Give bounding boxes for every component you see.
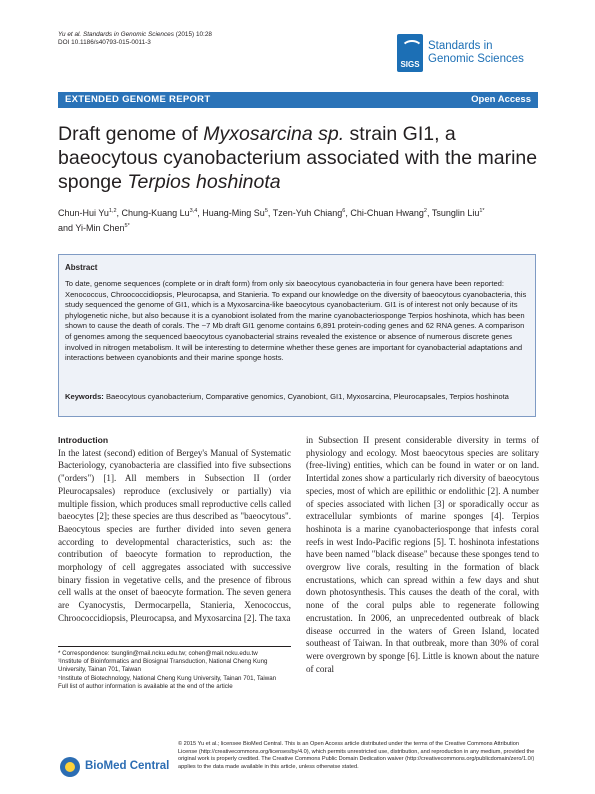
author-affil: 3,4 [189,208,198,214]
biomed-central-icon [60,757,80,777]
citation-volume: (2015) 10:28 [173,31,212,38]
abstract-text: To date, genome sequences (complete or in draft form) from only six baeocytous cyanobacteria in four genera have been reported: Xenococcus, Chroococcidiopsis, Pleurocapsa, and Stanieria. To expand our knowledge on the diversity of baeocytous cyanobacteria, this study sequenced the genome of GI1, which is a Myxosarcina-like baeocytous cyanobacterium. GI1 is of interest not only because of its phylogenetic niche, but also because it is a cyanobiont isolated from the marine cyanobacteriosponge Terpios hoshinota, which has been shown to cause the death of corals. The ~7 Mb draft GI1 genome contains 6,891 protein-coding genes and 62 RNA genes. A comparison of genomes among the sequenced baeocytous cyanobacterial strains revealed the existence or absence of numerous discrete genes involved in nitrogen metabolism. It will be interesting to determine whether these genes are important for cyanobacterial adaptations and interactions between cyanobionts and their marine sponge hosts. [65,279,527,363]
footnotes [58,646,291,691]
author-affil: 1,2 [108,208,117,214]
title-host: Terpios hoshinota [127,171,281,193]
author-affil: 5* [124,223,130,229]
author-list: Chun-Hui Yu$^{1,2}$, Chung-Kuang Lu$^{3,4}$, Huang-Ming Su$^5$, Tzen-Yuh Chiang$^6$, Chi-Chuan Hwang$^2$, Tsunglin Liu$^{1*}$ and Yi-Min Chen$^{5*}$ [58,208,485,233]
doi[interactable]: DOI 10.1186/s40793-015-0011-3 [58,39,151,46]
body-column-right [306,434,539,675]
affiliation-note: ⁵Institute of Biotechnology, National Cheng Kung University, Tainan 701, Taiwan [58,674,277,682]
abstract-heading: Abstract [65,263,98,272]
citation-header [58,31,212,47]
intro-text-left: In the latest (second) edition of Bergey's Manual of Systematic Bacteriology, cyanobacteria are classified into five subsections ("orders") [1]. All members in Subsection II (order Pleurocapsales) reproduce (exclusively or partially) via multiple fission, which produces small reproductive cells called baeocytes [2]; these species are thus described as "baeocytous". Baeocytous species are further divided into seven genera according to developmental characteristics, such as: the contribution of baeocyte formation to reproduction, the morphology of cell aggregates associated with successive binary fission in vegetative cells, and the presence of fibrous cell walls at the onset of baeocyte formation. The seven genera are Cyanocystis, Dermocarpella, Stanieria, Xenococcus, Chroococcidiopsis, Pleurocapsa, and Myxosarcina [2]. The taxa [58,447,291,623]
article-type: EXTENDED GENOME REPORT [65,94,211,105]
journal-name [428,40,524,66]
section-heading-introduction: Introduction [58,435,109,445]
keywords-label: Keywords: [65,392,104,401]
logo-wave-icon [401,40,423,58]
author-affil: 6 [342,208,346,214]
title-organism: Myxosarcina sp. [203,123,345,145]
publisher-name: BioMed Central [85,760,170,772]
intro-text-right: in Subsection II present considerable diversity in terms of physiology and ecology. Most baeocytous species are solitary (free-living) entities, which can be found in water or on land. Intertidal zones show a particularly rich diversity of baeocytous species, most of which are epilithic or endolithic [2]. A number of species associated with lichen [3] or sporadically occur as extracellular symbionts of marine sponges [4]. Terpios hoshinota is a marine cyanobacteriosponge that infests coral reefs in west Indo-Pacific regions [5]. T. hoshinota infestations have been named "black disease" because these sponges tend to overgrow live corals, resulting in the formation of black encrustations, which can spread within a few days and shut down photosynthesis. This causes the death of the coral, with none of the coral pulps able to regenerate following encrustation. In 2006, an unprecedented outbreak of black disease occurred in the waters of Green Island, located southeast of Taiwan. In that outbreak, more than 30% of coral were overgrown by sponge [6]. Little is known about the nature of coral [306,435,539,674]
keywords-list: Baeocytous cyanobacterium, Comparative genomics, Cyanobiont, GI1, Myxosarcina, Pleurocapsales, Terpios hoshinota [105,392,509,401]
article-type-banner [58,92,538,108]
affiliation-note: ¹Institute of Bioinformatics and Biosignal Transduction, National Cheng Kung University, Tainan 701, Taiwan [58,658,268,674]
biomed-central-logo [60,756,175,778]
title-part3: strain GI1, a baeocytous cyanobacterium associated with the marine sponge [58,123,538,193]
author[interactable]: Yi-Min Chen [75,223,125,233]
correspondence-note: * Correspondence: tsunglin@mail.ncku.edu.tw; cohen@mail.ncku.edu.tw [58,650,258,657]
author-affil: 2 [423,208,427,214]
author-info-note: Full list of author information is available at the end of the article [58,682,233,690]
body-column-left [58,434,291,625]
author-affil: 5 [264,208,268,214]
author[interactable]: Tzen-Yuh Chiang [272,208,343,218]
logo-text: SIGS [400,60,420,69]
open-access-label: Open Access [471,94,531,105]
article-title [58,122,538,194]
author[interactable]: Huang-Ming Su [202,208,265,218]
journal-name-line1: Standards in [428,40,493,52]
author[interactable]: Chi-Chuan Hwang [350,208,424,218]
author[interactable]: Tsunglin Liu [431,208,480,218]
title-part1: Draft genome of [58,123,204,145]
sigs-logo [397,34,423,72]
author[interactable]: Chung-Kuang Lu [121,208,190,218]
journal-name-line2: Genomic Sciences [428,53,524,65]
author-affil: 1* [479,208,485,214]
author[interactable]: Chun-Hui Yu [58,208,109,218]
license-text: © 2015 Yu et al.; licensee BioMed Central. This is an Open Access article distributed under the terms of the Creative Commons Attribution License (http://creativecommons.org/licenses/by/4.0), which permits unrestricted use, distribution, and reproduction in any medium, provided the original work is properly credited. The Creative Commons Public Domain Dedication waiver (http://creativecommons.org/publicdomain/zero/1.0/) applies to the data made available in this article, unless otherwise stated. [178,741,535,770]
abstract-box [58,254,536,417]
citation-journal: Yu et al. Standards in Genomic Sciences [58,31,174,38]
keywords [65,392,529,403]
